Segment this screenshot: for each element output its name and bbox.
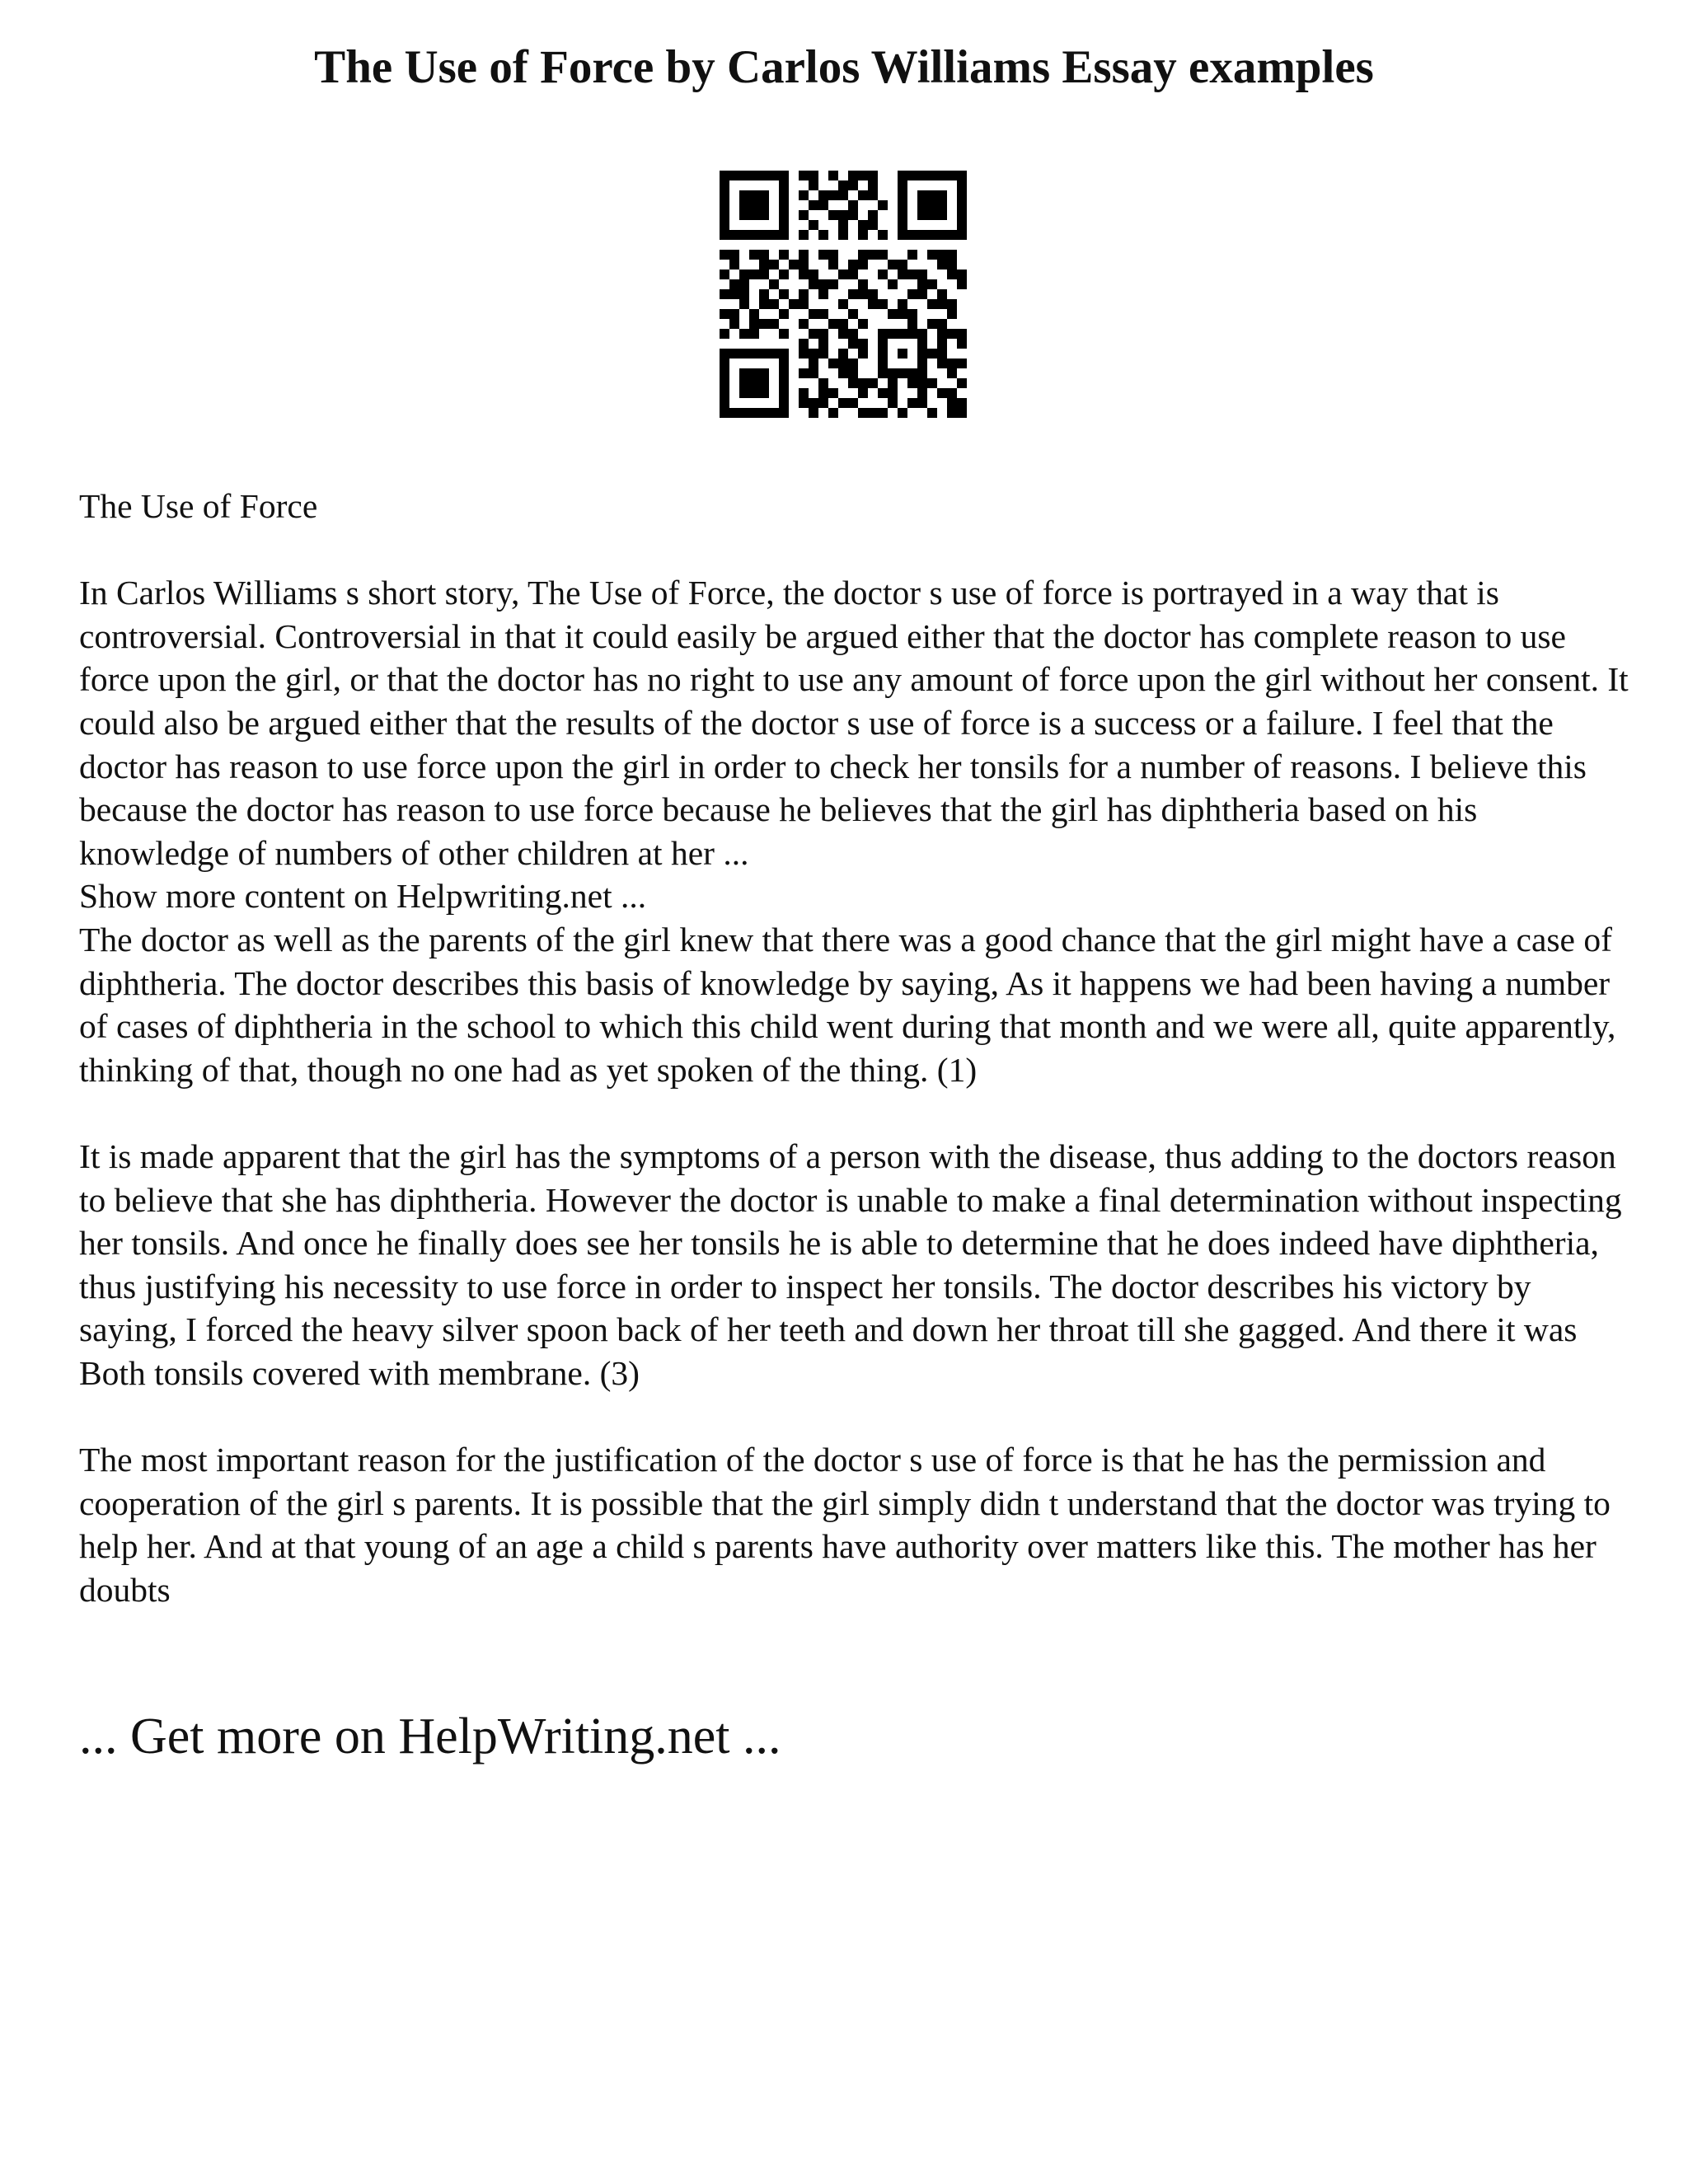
essay-paragraph-1: In Carlos Williams s short story, The Use of Force, the doctor s use of force is portrayed in a way that is controversial. Controversial in that it could easily be argued either that the doctor has complete reason to use force upon the girl, or that the doctor has no right to use any amount of force upon the girl without her consent. It could also be argued either that the results of the doctor s use of force is a success or a failure. I feel that the doctor has reason to use force upon the girl in order to check her tonsils for a number of reasons. I believe this because the doctor has reason to use force because he believes that the girl has diphtheria based on his knowledge of numbers of other children at her ... bbox=[79, 574, 1629, 872]
essay-paragraph-2: The doctor as well as the parents of the girl knew that there was a good chance that the girl might have a case of diphtheria. The doctor describes this basis of knowledge by saying, As it happens we had been having a number of cases of diphtheria in the school to which this child went during that month and we were all, quite apparently, thinking of that, though no one had as yet spoken of the thing. (1) bbox=[79, 920, 1616, 1089]
get-more-link[interactable]: ... Get more on HelpWriting.net ... bbox=[79, 1708, 781, 1765]
show-more-link[interactable]: Show more content on Helpwriting.net ... bbox=[79, 877, 647, 916]
paragraph-spacer bbox=[79, 528, 1629, 572]
qr-code-graphic bbox=[720, 171, 967, 418]
qr-code-icon[interactable] bbox=[720, 171, 967, 418]
essay-paragraph-4: The most important reason for the justification of the doctor s use of force is that he has the permission and cooperation of the girl s parents. It is possible that the girl simply didn t understand that the doctor was trying to help her. And at that young of an age a child s parents have authority over matters like this. The mother has her doubts bbox=[79, 1441, 1611, 1609]
essay-heading: The Use of Force bbox=[79, 487, 318, 525]
essay-paragraph-3: It is made apparent that the girl has the symptoms of a person with the disease, thus adding to the doctors reason to believe that she has diphtheria. However the doctor is unable to make a final determination without inspecting her tonsils. And once he finally does see her tonsils he is able to determine that he does indeed have diphtheria, thus justifying his necessity to use force in order to inspect her tonsils. The doctor describes his victory by saying, I forced the heavy silver spoon back of her teeth and down her throat till she gagged. And there it was Both tonsils covered with membrane. (3) bbox=[79, 1137, 1622, 1392]
essay-body bbox=[79, 485, 1629, 1611]
document-title: The Use of Force by Carlos Williams Essay examples bbox=[314, 41, 1374, 93]
paragraph-spacer bbox=[79, 1394, 1629, 1438]
paragraph-spacer bbox=[79, 1091, 1629, 1135]
